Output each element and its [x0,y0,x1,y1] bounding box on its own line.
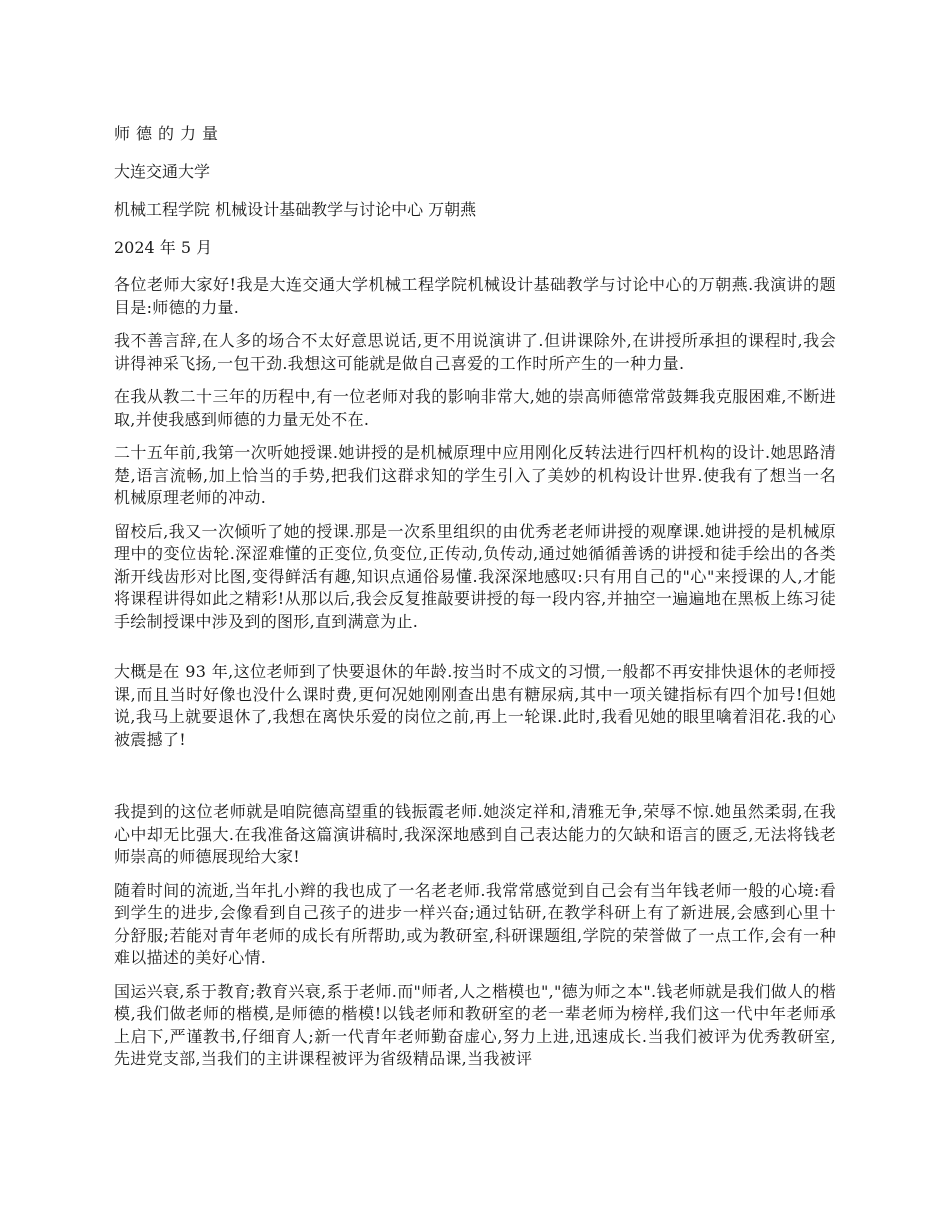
paragraph: 各位老师大家好!我是大连交通大学机械工程学院机械设计基础教学与讨论中心的万朝燕.我演讲的题目是:师德的力量. [114,275,836,317]
paragraph: 国运兴衰,系于教育;教育兴衰,系于老师.而"师者,人之楷模也","德为师之本".钱老师就是我们做人的楷模,我们做老师的楷模,是师德的楷模!以钱老师和教研室的老一辈老师为榜样,我们这一代中年老师承上启下,严谨教书,仔细育人;新一代青年老师勤奋虚心,努力上进,迅速成长.当我们被评为优秀教研室,先进党支部,当我们的主讲课程被评为省级精品课,当我被评 [114,981,836,1068]
paragraph: 我不善言辞,在人多的场合不太好意思说话,更不用说演讲了.但讲课除外,在讲授所承担的课程时,我会讲得神采飞扬,一包干劲.我想这可能就是做自己喜爱的工作时所产生的一种力量. [114,331,836,373]
paragraph: 二十五年前,我第一次听她授课.她讲授的是机械原理中应用刚化反转法进行四杆机构的设计.她思路清楚,语言流畅,加上恰当的手势,把我们这群求知的学生引入了美妙的机构设计世界.使我有了想当一名机械原理老师的冲动. [114,443,836,507]
university-name: 大连交通大学 [114,162,211,181]
author-line: 机械工程学院 机械设计基础教学与讨论中心 万朝燕 [114,200,477,219]
document-page [114,122,836,1082]
document-date: 2024 年 5 月 [114,238,213,257]
paragraph: 随着时间的流逝,当年扎小辫的我也成了一名老老师.我常常感觉到自己会有当年钱老师一般的心境:看到学生的进步,会像看到自己孩子的进步一样兴奋;通过钻研,在教学科研上有了新进展,会感到心里十分舒服;若能对青年老师的成长有所帮助,或为教研室,科研课题组,学院的荣誉做了一点工作,会有一种难以描述的美好心情. [114,880,836,967]
paragraph: 在我从教二十三年的历程中,有一位老师对我的影响非常大,她的崇高师德常常鼓舞我克服困难,不断进取,并使我感到师德的力量无处不在. [114,387,836,429]
paragraph: 留校后,我又一次倾听了她的授课.那是一次系里组织的由优秀老老师讲授的观摩课.她讲授的是机械原理中的变位齿轮.深涩难懂的正变位,负变位,正传动,负传动,通过她循循善诱的讲授和徒手绘出的各类渐开线齿形对比图,变得鲜活有趣,知识点通俗易懂.我深深地感叹:只有用自己的"心"来授课的人,才能将课程讲得如此之精彩!从那以后,我会反复推敲要讲授的每一段内容,并抽空一遍遍地在黑板上练习徒手绘制授课中涉及到的图形,直到满意为止. [114,521,836,631]
document-title: 师德的力量 [114,124,225,143]
paragraph: 大概是在 93 年,这位老师到了快要退休的年龄.按当时不成文的习惯,一般都不再安排快退休的老师授课,而且当时好像也没什么课时费,更何况她刚刚查出患有糖尿病,其中一项关键指标有四个加号!但她说,我马上就要退休了,我想在离快乐爱的岗位之前,再上一轮课.此时,我看见她的眼里噙着泪花.我的心被震撼了! [114,662,836,749]
paragraph: 我提到的这位老师就是咱院德高望重的钱振霞老师.她淡定祥和,清雅无争,荣辱不惊.她虽然柔弱,在我心中却无比强大.在我准备这篇演讲稿时,我深深地感到自己表达能力的欠缺和语言的匮乏,无法将钱老师崇高的师德展现给大家! [114,802,836,866]
